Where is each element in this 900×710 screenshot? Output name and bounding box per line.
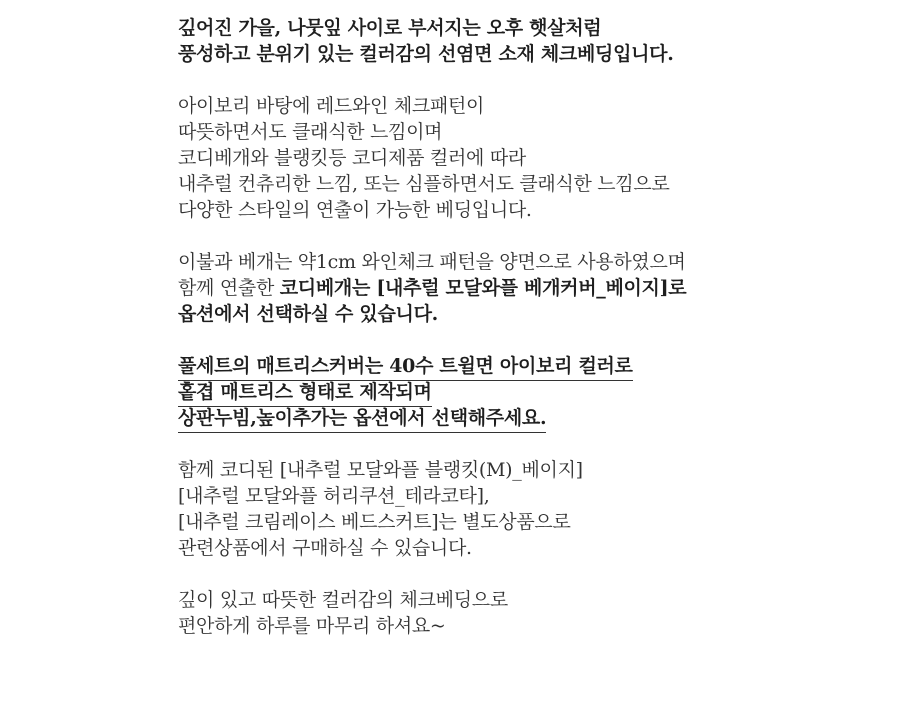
intro-section xyxy=(178,15,878,67)
design-line-5: 다양한 스타일의 연출이 가능한 베딩입니다. xyxy=(178,199,532,221)
design-line-3: 코디베개와 블랭킷등 코디제품 컬러에 따라 xyxy=(178,147,526,169)
closing-line-2: 편안하게 하루를 마무리 하셔요~ xyxy=(178,615,446,637)
mattress-line-2-text: 홑겹 매트리스 형태로 제작되며 xyxy=(178,379,432,407)
pattern-line-2-highlight: 코디베개는 [내추럴 모달와플 베개커버_베이지]로 xyxy=(279,277,687,299)
mattress-line-2 xyxy=(178,379,878,405)
related-line-3: [내추럴 크림레이스 베드스커트]는 별도상품으로 xyxy=(178,511,571,533)
mattress-line-1-text: 풀세트의 매트리스커버는 40수 트윌면 아이보리 컬러로 xyxy=(178,353,633,381)
design-line-2: 따뜻하면서도 클래식한 느낌이며 xyxy=(178,121,443,143)
pattern-line-1: 이불과 베개는 약1cm 와인체크 패턴을 양면으로 사용하였으며 xyxy=(178,251,686,273)
mattress-line-3-text: 상판누빔,높이추가는 옵션에서 선택해주세요. xyxy=(178,405,546,433)
paragraph-mattress xyxy=(178,353,878,431)
mattress-line-1 xyxy=(178,353,878,379)
pattern-line-2-prefix: 함께 연출한 xyxy=(178,277,280,299)
intro-line-1: 깊어진 가을, 나뭇잎 사이로 부서지는 오후 햇살처럼 xyxy=(178,17,602,39)
paragraph-closing xyxy=(178,587,878,639)
paragraph-design xyxy=(178,93,878,223)
paragraph-pattern xyxy=(178,249,878,327)
closing-line-1: 깊이 있고 따뜻한 컬러감의 체크베딩으로 xyxy=(178,589,508,611)
mattress-line-3 xyxy=(178,405,878,431)
related-line-4: 관련상품에서 구매하실 수 있습니다. xyxy=(178,537,472,559)
related-line-2: [내추럴 모달와플 허리쿠션_테라코타], xyxy=(178,485,490,507)
design-line-4: 내추럴 컨츄리한 느낌, 또는 심플하면서도 클래식한 느낌으로 xyxy=(178,173,670,195)
pattern-line-2 xyxy=(178,275,878,301)
intro-line-2: 풍성하고 분위기 있는 컬러감의 선염면 소재 체크베딩입니다. xyxy=(178,43,674,65)
design-line-1: 아이보리 바탕에 레드와인 체크패턴이 xyxy=(178,95,485,117)
product-description xyxy=(178,15,878,639)
paragraph-related xyxy=(178,457,878,561)
related-line-1: 함께 코디된 [내추럴 모달와플 블랭킷(M)_베이지] xyxy=(178,459,583,481)
pattern-line-3: 옵션에서 선택하실 수 있습니다. xyxy=(178,303,438,325)
